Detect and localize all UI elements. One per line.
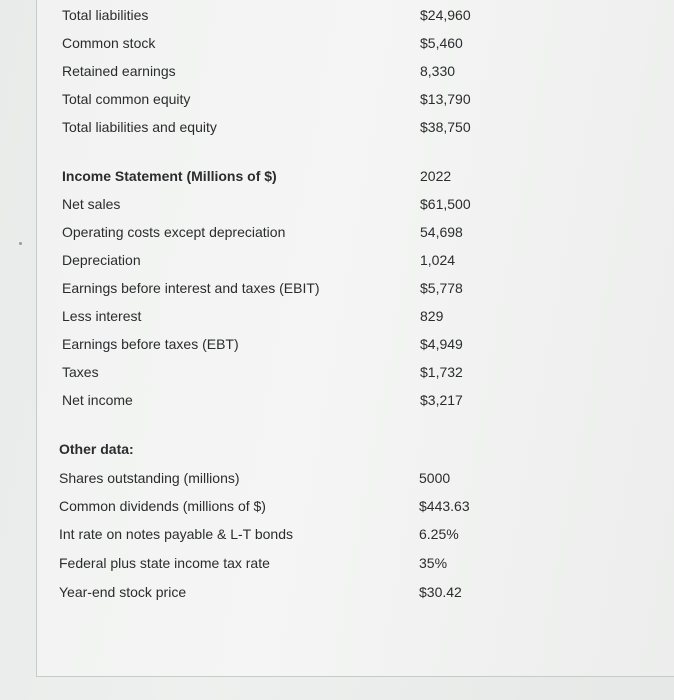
balance-value xyxy=(420,60,500,82)
other-value xyxy=(419,552,499,574)
income-value xyxy=(420,221,500,243)
other-data-heading xyxy=(59,438,259,460)
balance-value xyxy=(420,116,500,138)
row-value: $13,790 xyxy=(420,91,471,107)
income-value xyxy=(420,389,500,411)
row-label: Total common equity xyxy=(62,91,191,107)
row-value: 54,698 xyxy=(420,224,463,240)
row-label: Total liabilities xyxy=(62,7,149,23)
other-row xyxy=(59,523,379,545)
row-label: Less interest xyxy=(62,308,142,324)
income-row xyxy=(62,249,382,271)
row-label: Common dividends (millions of $) xyxy=(59,498,266,514)
other-value xyxy=(419,581,499,603)
row-value: $4,949 xyxy=(420,336,463,352)
row-value: $443.63 xyxy=(419,498,470,514)
row-value: $38,750 xyxy=(420,119,471,135)
other-row xyxy=(59,552,379,574)
row-label: Common stock xyxy=(62,35,156,51)
balance-value xyxy=(420,4,500,26)
row-label: Total liabilities and equity xyxy=(62,119,217,135)
row-value: 1,024 xyxy=(420,252,456,268)
other-row xyxy=(59,495,379,517)
row-label: Earnings before taxes (EBT) xyxy=(62,336,239,352)
income-statement-heading xyxy=(62,165,362,187)
row-label: Operating costs except depreciation xyxy=(62,224,286,240)
row-value: $1,732 xyxy=(420,364,463,380)
row-label: Taxes xyxy=(62,364,99,380)
year-label: 2022 xyxy=(420,168,452,184)
row-label: Retained earnings xyxy=(62,63,176,79)
row-label: Shares outstanding (millions) xyxy=(59,470,240,486)
row-value: $5,460 xyxy=(420,35,463,51)
other-value xyxy=(419,495,499,517)
other-row xyxy=(59,467,379,489)
balance-row xyxy=(62,88,302,110)
income-value xyxy=(420,193,500,215)
row-label: Year-end stock price xyxy=(59,584,187,600)
balance-row xyxy=(62,4,302,26)
row-label: Net sales xyxy=(62,196,121,212)
section-heading: Income Statement (Millions of $) xyxy=(62,168,277,184)
section-heading: Other data: xyxy=(59,441,134,457)
row-label: Depreciation xyxy=(62,252,141,268)
income-row xyxy=(62,193,382,215)
row-label: Int rate on notes payable & L-T bonds xyxy=(59,526,294,542)
row-value: 35% xyxy=(419,555,448,571)
income-row xyxy=(62,333,382,355)
income-row xyxy=(62,361,382,383)
income-value xyxy=(420,305,500,327)
other-value xyxy=(419,467,499,489)
row-value: $24,960 xyxy=(420,7,471,23)
row-label: Net income xyxy=(62,392,133,408)
income-value xyxy=(420,249,500,271)
row-value: 829 xyxy=(420,308,444,324)
row-value: $61,500 xyxy=(420,196,471,212)
income-row xyxy=(62,277,382,299)
income-value xyxy=(420,333,500,355)
row-value: $5,778 xyxy=(420,280,463,296)
income-value xyxy=(420,361,500,383)
row-value: 6.25% xyxy=(419,526,459,542)
balance-value xyxy=(420,88,500,110)
row-value: $30.42 xyxy=(419,584,462,600)
row-value: 5000 xyxy=(419,470,451,486)
row-label: Federal plus state income tax rate xyxy=(59,555,270,571)
balance-row xyxy=(62,32,302,54)
row-label: Earnings before interest and taxes (EBIT) xyxy=(62,280,320,296)
income-value xyxy=(420,277,500,299)
balance-value xyxy=(420,32,500,54)
row-value: $3,217 xyxy=(420,392,463,408)
other-row xyxy=(59,581,379,603)
margin-dot xyxy=(19,242,22,245)
income-year xyxy=(420,165,500,187)
income-row xyxy=(62,305,382,327)
row-value: 8,330 xyxy=(420,63,456,79)
balance-row xyxy=(62,60,302,82)
income-row xyxy=(62,389,382,411)
income-row xyxy=(62,221,382,243)
balance-row xyxy=(62,116,302,138)
other-value xyxy=(419,523,499,545)
